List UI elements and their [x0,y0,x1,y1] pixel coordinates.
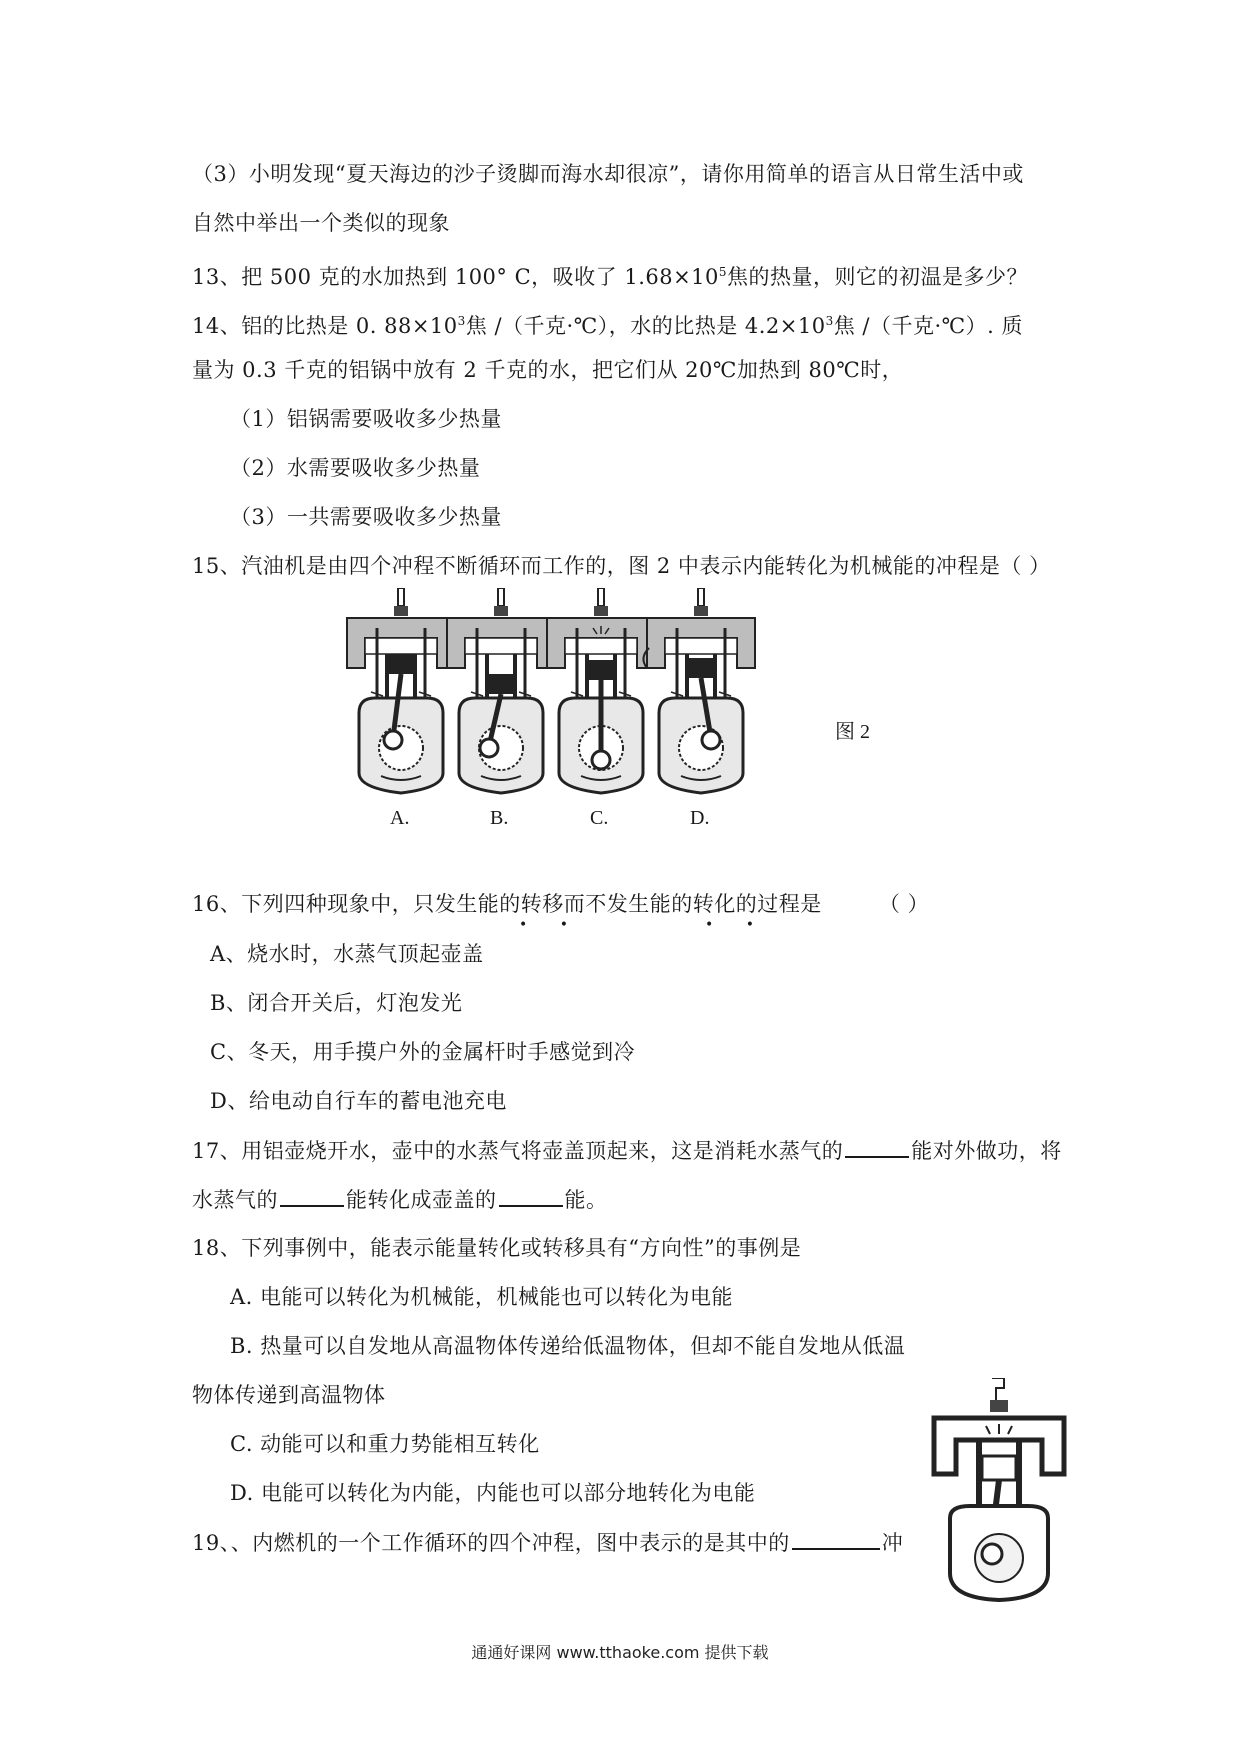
q17-l2-b: 能转化成壶盖的 [346,1188,497,1212]
q17-l1-a: 17、用铝壶烧开水，壶中的水蒸气将壶盖顶起来，这是消耗水蒸气的 [192,1139,844,1163]
question-15: 15、汽油机是由四个冲程不断循环而工作的，图 2 中表示内能转化为机械能的冲程是（ ） [192,554,1051,578]
q16-option-a: A、烧水时，水蒸气顶起壶盖 [210,942,484,966]
q14-line2: 量为 0.3 千克的铝锅中放有 2 千克的水，把它们从 20℃加热到 80℃时， [192,358,904,382]
q14-l1-b: 焦 /（千克·℃），水的比热是 4.2×10 [465,314,826,338]
q14-sub3: （3）一共需要吸收多少热量 [230,505,502,529]
q16-option-b: B、闭合开关后，灯泡发光 [210,991,463,1015]
engine-a-illustration [347,588,455,793]
q12-part3-line2: 自然中举出一个类似的现象 [192,211,450,235]
q13-exponent: 5 [718,265,728,279]
q17-l2-a: 水蒸气的 [192,1188,278,1212]
q14-sub1: （1）铝锅需要吸收多少热量 [230,407,502,431]
q18-option-d: D. 电能可以转化为内能，内能也可以部分地转化为电能 [230,1481,756,1505]
engine-b-illustration [447,588,555,793]
question-16 [192,890,929,918]
figure-2-label: 图 2 [835,721,870,743]
q16-answer-paren: （ ） [878,892,930,916]
q19-engine-illustration [930,1378,1068,1603]
engine-label-c: C. [590,807,609,828]
q12-part3-line1: （3）小明发现“夏天海边的沙子烫脚而海水却很凉”，请你用简单的语言从日常生活中或 [192,162,1024,186]
engine-label-d: D. [690,807,710,828]
q13-text-b: 焦的热量，则它的初温是多少？ [727,265,1029,289]
question-14-line1 [192,307,1023,340]
q16-option-d: D、给电动自行车的蓄电池充电 [210,1089,507,1113]
question-17-line2 [192,1185,608,1214]
q17-blank-2[interactable] [280,1185,344,1207]
engine-d-illustration [643,588,755,793]
emphasis-dots-transfer: • • [519,917,582,933]
question-19 [192,1528,903,1557]
question-17-line1 [192,1136,1062,1165]
page-footer: 通通好课网 www.tthaoke.com 提供下载 [471,1643,769,1662]
q18-option-a: A. 电能可以转化为机械能，机械能也可以转化为电能 [230,1285,734,1309]
q17-blank-1[interactable] [845,1136,909,1158]
engine-c-illustration [547,588,655,793]
engine-strokes-figure [345,588,905,828]
q19-blank[interactable] [792,1528,880,1550]
emphasis-dots-conversion: • • [705,917,768,933]
question-18: 18、下列事例中，能表示能量转化或转移具有“方向性”的事例是 [192,1236,802,1260]
engine-label-b: B. [490,807,509,828]
q14-sub2: （2）水需要吸收多少热量 [230,456,481,480]
q17-l1-b: 能对外做功，将 [911,1139,1062,1163]
q14-l1-a: 14、铝的比热是 0. 88×10 [192,314,458,338]
q18-option-b-line1: B. 热量可以自发地从高温物体传递给低温物体，但却不能自发地从低温 [230,1334,906,1358]
engine-label-a: A. [390,807,410,828]
question-13 [192,258,1028,291]
q17-l2-c: 能。 [564,1188,608,1212]
q14-exp2: 3 [825,314,834,328]
q16-option-c: C、冬天，用手摸户外的金属杆时手感觉到冷 [210,1040,636,1064]
q13-text-a: 13、把 500 克的水加热到 100° C，吸收了 1.68×10 [192,265,719,289]
q18-option-b-line2: 物体传递到高温物体 [192,1383,386,1407]
q17-blank-3[interactable] [499,1185,563,1207]
q19-text-a: 19、、内燃机的一个工作循环的四个冲程，图中表示的是其中的 [192,1531,790,1555]
q14-l1-c: 焦 /（千克·℃）. 质 [833,314,1024,338]
q19-text-b: 冲 [881,1531,904,1555]
q14-exp1: 3 [457,314,466,328]
q18-option-c: C. 动能可以和重力势能相互转化 [230,1432,540,1456]
q16-text: 16、下列四种现象中，只发生能的转移而不发生能的转化的过程是 [192,892,822,916]
